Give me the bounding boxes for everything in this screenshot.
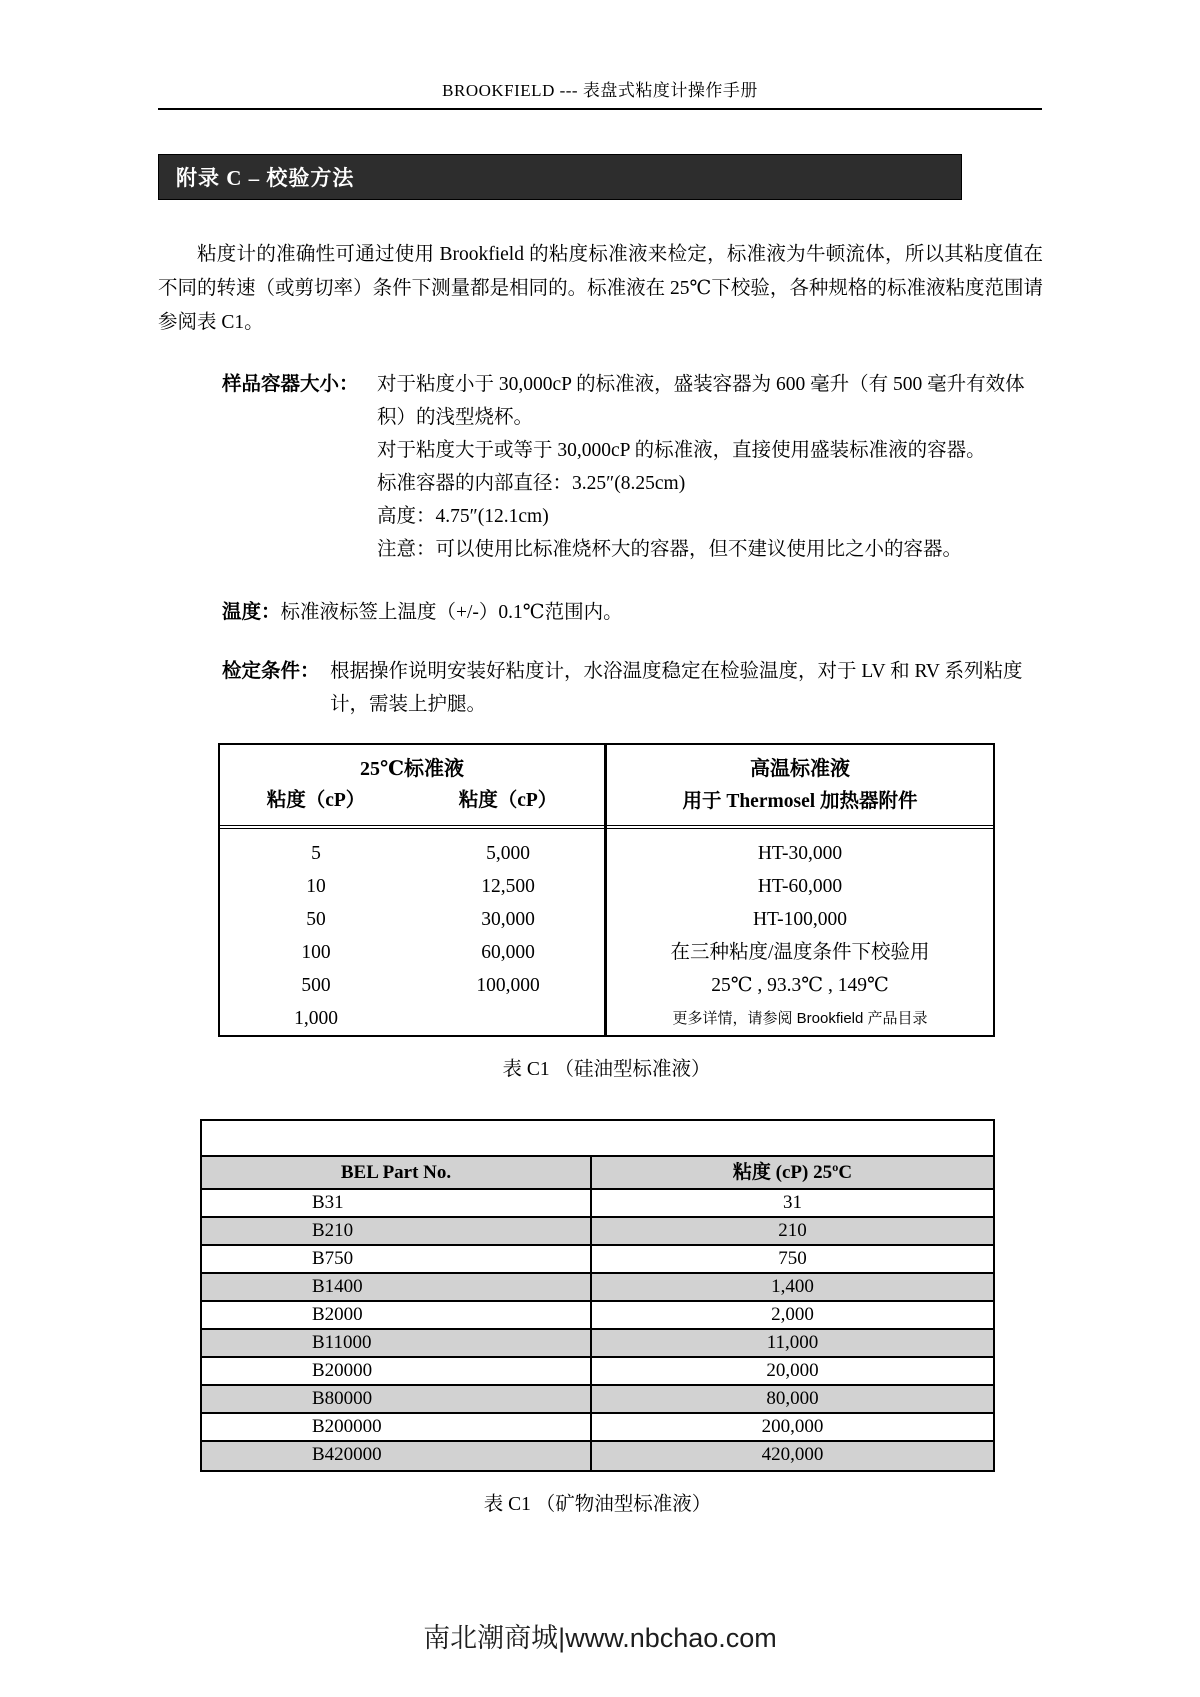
table-cell: 5,000 [486, 843, 530, 864]
table-cell: 31 [783, 1192, 802, 1213]
table-cell: B80000 [202, 1386, 592, 1412]
table1-left-body [220, 829, 604, 1035]
section-line: 对于粘度大于或等于 30,000cP 的标准液，直接使用盛装标准液的容器。 [377, 440, 986, 461]
table-cell: B20000 [202, 1358, 592, 1384]
table-header-row [202, 1157, 993, 1190]
section-conditions [222, 655, 1044, 721]
table-cell: 25℃ , 93.3℃ , 149℃ [711, 975, 889, 996]
footer-watermark: 南北潮商城|www.nbchao.com [423, 1623, 777, 1653]
table-cell: HT-100,000 [752, 909, 848, 930]
table-cell: 210 [778, 1220, 807, 1241]
table-cell [412, 1002, 604, 1035]
table-row [202, 1274, 993, 1302]
table-cell: 50 [306, 909, 326, 930]
section-label: 温度： [222, 602, 281, 623]
table-row [202, 1302, 993, 1330]
table-cell: 10 [306, 876, 326, 897]
table-cell: 11,000 [766, 1332, 819, 1353]
column-header: BEL Part No. [202, 1157, 592, 1188]
page-header-title: BROOKFIELD --- 表盘式粘度计操作手册 [442, 81, 758, 100]
table-row [202, 1414, 993, 1442]
table-row [202, 1358, 993, 1386]
right-section-header [607, 745, 993, 829]
column-header: 用于 Thermosel 加热器附件 [682, 791, 918, 812]
table-row [202, 1386, 993, 1414]
section-label: 样品容器大小： [222, 374, 359, 395]
table-cell: 420,000 [761, 1444, 824, 1465]
table-cell: B210 [202, 1218, 592, 1244]
standards-table [218, 743, 995, 1037]
bel-parts-table [200, 1119, 995, 1472]
section-line: 标准容器的内部直径：3.25″(8.25cm) [377, 473, 686, 494]
table2-caption: 表 C1 （矿物油型标准液） [483, 1494, 712, 1515]
section-sample-container [222, 368, 1044, 566]
table-cell: 在三种粘度/温度条件下校验用 [670, 942, 930, 963]
table-cell: B31 [202, 1190, 592, 1216]
table1-right-body [607, 829, 993, 1035]
table-cell: B2000 [202, 1302, 592, 1328]
table-cell: 200,000 [761, 1416, 824, 1437]
table-row [220, 870, 604, 903]
table-cell: 100,000 [476, 975, 540, 996]
table-row [220, 903, 604, 936]
table2-body [202, 1190, 993, 1470]
table-row [202, 1330, 993, 1358]
appendix-banner: 附录 C – 校验方法 [158, 154, 962, 200]
table-cell: 20,000 [766, 1360, 819, 1381]
intro-paragraph: 粘度计的准确性可通过使用 Brookfield 的粘度标准液来检定，标准液为牛顿流体，所以其粘度值在不同的转速（或剪切率）条件下测量都是相同的。标准液在 25℃下校验，各种规格的标准液粘度范围请参阅表 C1。 [158, 244, 1043, 333]
table-cell: 100 [301, 942, 331, 963]
column-header: 粘度（cP） [458, 790, 558, 811]
table-row [220, 936, 604, 969]
table-row [202, 1218, 993, 1246]
section-content [377, 368, 1044, 566]
column-header: 25℃标准液 [360, 758, 464, 780]
column-header: 高温标准液 [750, 758, 850, 780]
table-row [220, 1002, 604, 1035]
table-cell: 12,500 [481, 876, 535, 897]
table-cell: B200000 [202, 1414, 592, 1440]
table-cell: 500 [301, 975, 331, 996]
standards-table-left-section [220, 745, 607, 1035]
table-row [202, 1190, 993, 1218]
table-cell: B750 [202, 1246, 592, 1272]
section-line: 高度：4.75″(12.1cm) [377, 506, 549, 527]
section-text: 根据操作说明安装好粘度计，水浴温度稳定在检验温度，对于 LV 和 RV 系列粘度计，需装上护腿。 [330, 661, 1023, 715]
table-cell: 更多详情，请参阅 Brookfield 产品目录 [672, 1010, 928, 1027]
column-header: 粘度 (cP) 25ºC [732, 1162, 853, 1183]
table1-caption: 表 C1 （硅油型标准液） [502, 1059, 711, 1080]
standards-table-right-section [607, 745, 993, 1035]
section-line: 注意：可以使用比标准烧杯大的容器，但不建议使用比之小的容器。 [377, 539, 963, 560]
section-text: 标准液标签上温度（+/-）0.1℃范围内。 [280, 602, 623, 623]
sub-header-row [220, 785, 604, 817]
table-cell: 60,000 [481, 942, 535, 963]
table-cell: 750 [778, 1248, 807, 1269]
header-rule [158, 108, 1042, 110]
table-cell: HT-30,000 [757, 843, 843, 864]
table-cell: 5 [311, 843, 321, 864]
left-section-header [220, 745, 604, 829]
table-cell: B11000 [202, 1330, 592, 1356]
table-cell: 2,000 [771, 1304, 814, 1325]
column-header: 粘度（cP） [266, 790, 366, 811]
table-row [220, 837, 604, 870]
table-row [220, 969, 604, 1002]
section-temperature [222, 596, 1044, 629]
table-cell: 1,400 [771, 1276, 814, 1297]
table-cell: 1,000 [294, 1008, 338, 1029]
table-cell: B420000 [202, 1442, 592, 1470]
table-cell: 30,000 [481, 909, 535, 930]
table-row [202, 1442, 993, 1470]
empty-row [202, 1121, 993, 1157]
section-label: 检定条件： [222, 661, 320, 682]
table-cell: 80,000 [766, 1388, 819, 1409]
section-line: 对于粘度小于 30,000cP 的标准液，盛装容器为 600 毫升（有 500 毫升有效体积）的浅型烧杯。 [377, 374, 1025, 428]
table-row [202, 1246, 993, 1274]
table-cell: B1400 [202, 1274, 592, 1300]
table-cell: HT-60,000 [757, 876, 843, 897]
